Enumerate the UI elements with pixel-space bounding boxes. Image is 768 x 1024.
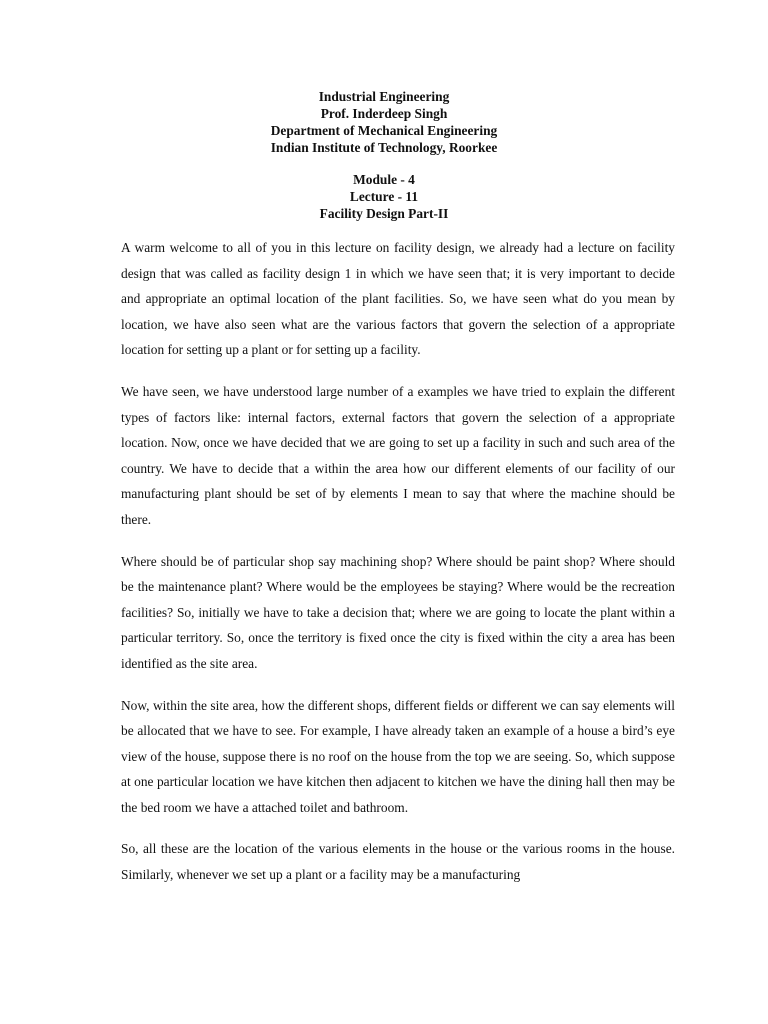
document-header [0, 88, 768, 222]
lecture-topic: Facility Design Part-II [319, 206, 449, 221]
paragraph: Now, within the site area, how the different shops, different fields or different we can say elements will be allocated that we have to see. For example, I have already taken an example of a house a bird’s eye view of the house, suppose there is no roof on the house from the top we are seeing. So, which suppose at one particular location we have kitchen then adjacent to kitchen we have the dining hall then may be the bed room we have a attached toilet and bathroom. [121, 697, 675, 815]
paragraph: We have seen, we have understood large number of a examples we have tried to explain the different types of factors like: internal factors, external factors that govern the selection of a appropriate location. Now, once we have decided that we are going to set up a facility in such and such area of the country. We have to decide that a within the area how our different elements of our facility of our manufacturing plant should be set of by elements I mean to say that where the machine should be there. [121, 383, 675, 527]
course-title: Industrial Engineering [318, 89, 450, 104]
lecture-info [0, 171, 768, 222]
paragraph: So, all these are the location of the various elements in the house or the various rooms in the house. Similarly, whenever we set up a plant or a facility may be a manufacturing [121, 841, 675, 883]
institute-name: Indian Institute of Technology, Roorkee [270, 140, 498, 155]
document-body [121, 235, 675, 904]
lecture-number: Lecture - 11 [349, 189, 419, 204]
paragraph: Where should be of particular shop say machining shop? Where should be paint shop? Where should be the maintenance plant? Where would be the employees be staying? Where would be the recreation facilities? So, initially we have to take a decision that; where we are going to locate the plant within a particular territory. So, once the territory is fixed once the city is fixed within the city a area has been identified as the site area. [121, 553, 675, 671]
professor-name: Prof. Inderdeep Singh [320, 106, 448, 121]
paragraph: A warm welcome to all of you in this lecture on facility design, we already had a lecture on facility design that was called as facility design 1 in which we have seen that; it is very important to decide and appropriate an optimal location of the plant facilities. So, we have seen what do you mean by location, we have also seen what are the various factors that govern the selection of a appropriate location for setting up a plant or for setting up a facility. [121, 240, 675, 358]
module-number: Module - 4 [353, 172, 415, 187]
department-name: Department of Mechanical Engineering [270, 123, 498, 138]
